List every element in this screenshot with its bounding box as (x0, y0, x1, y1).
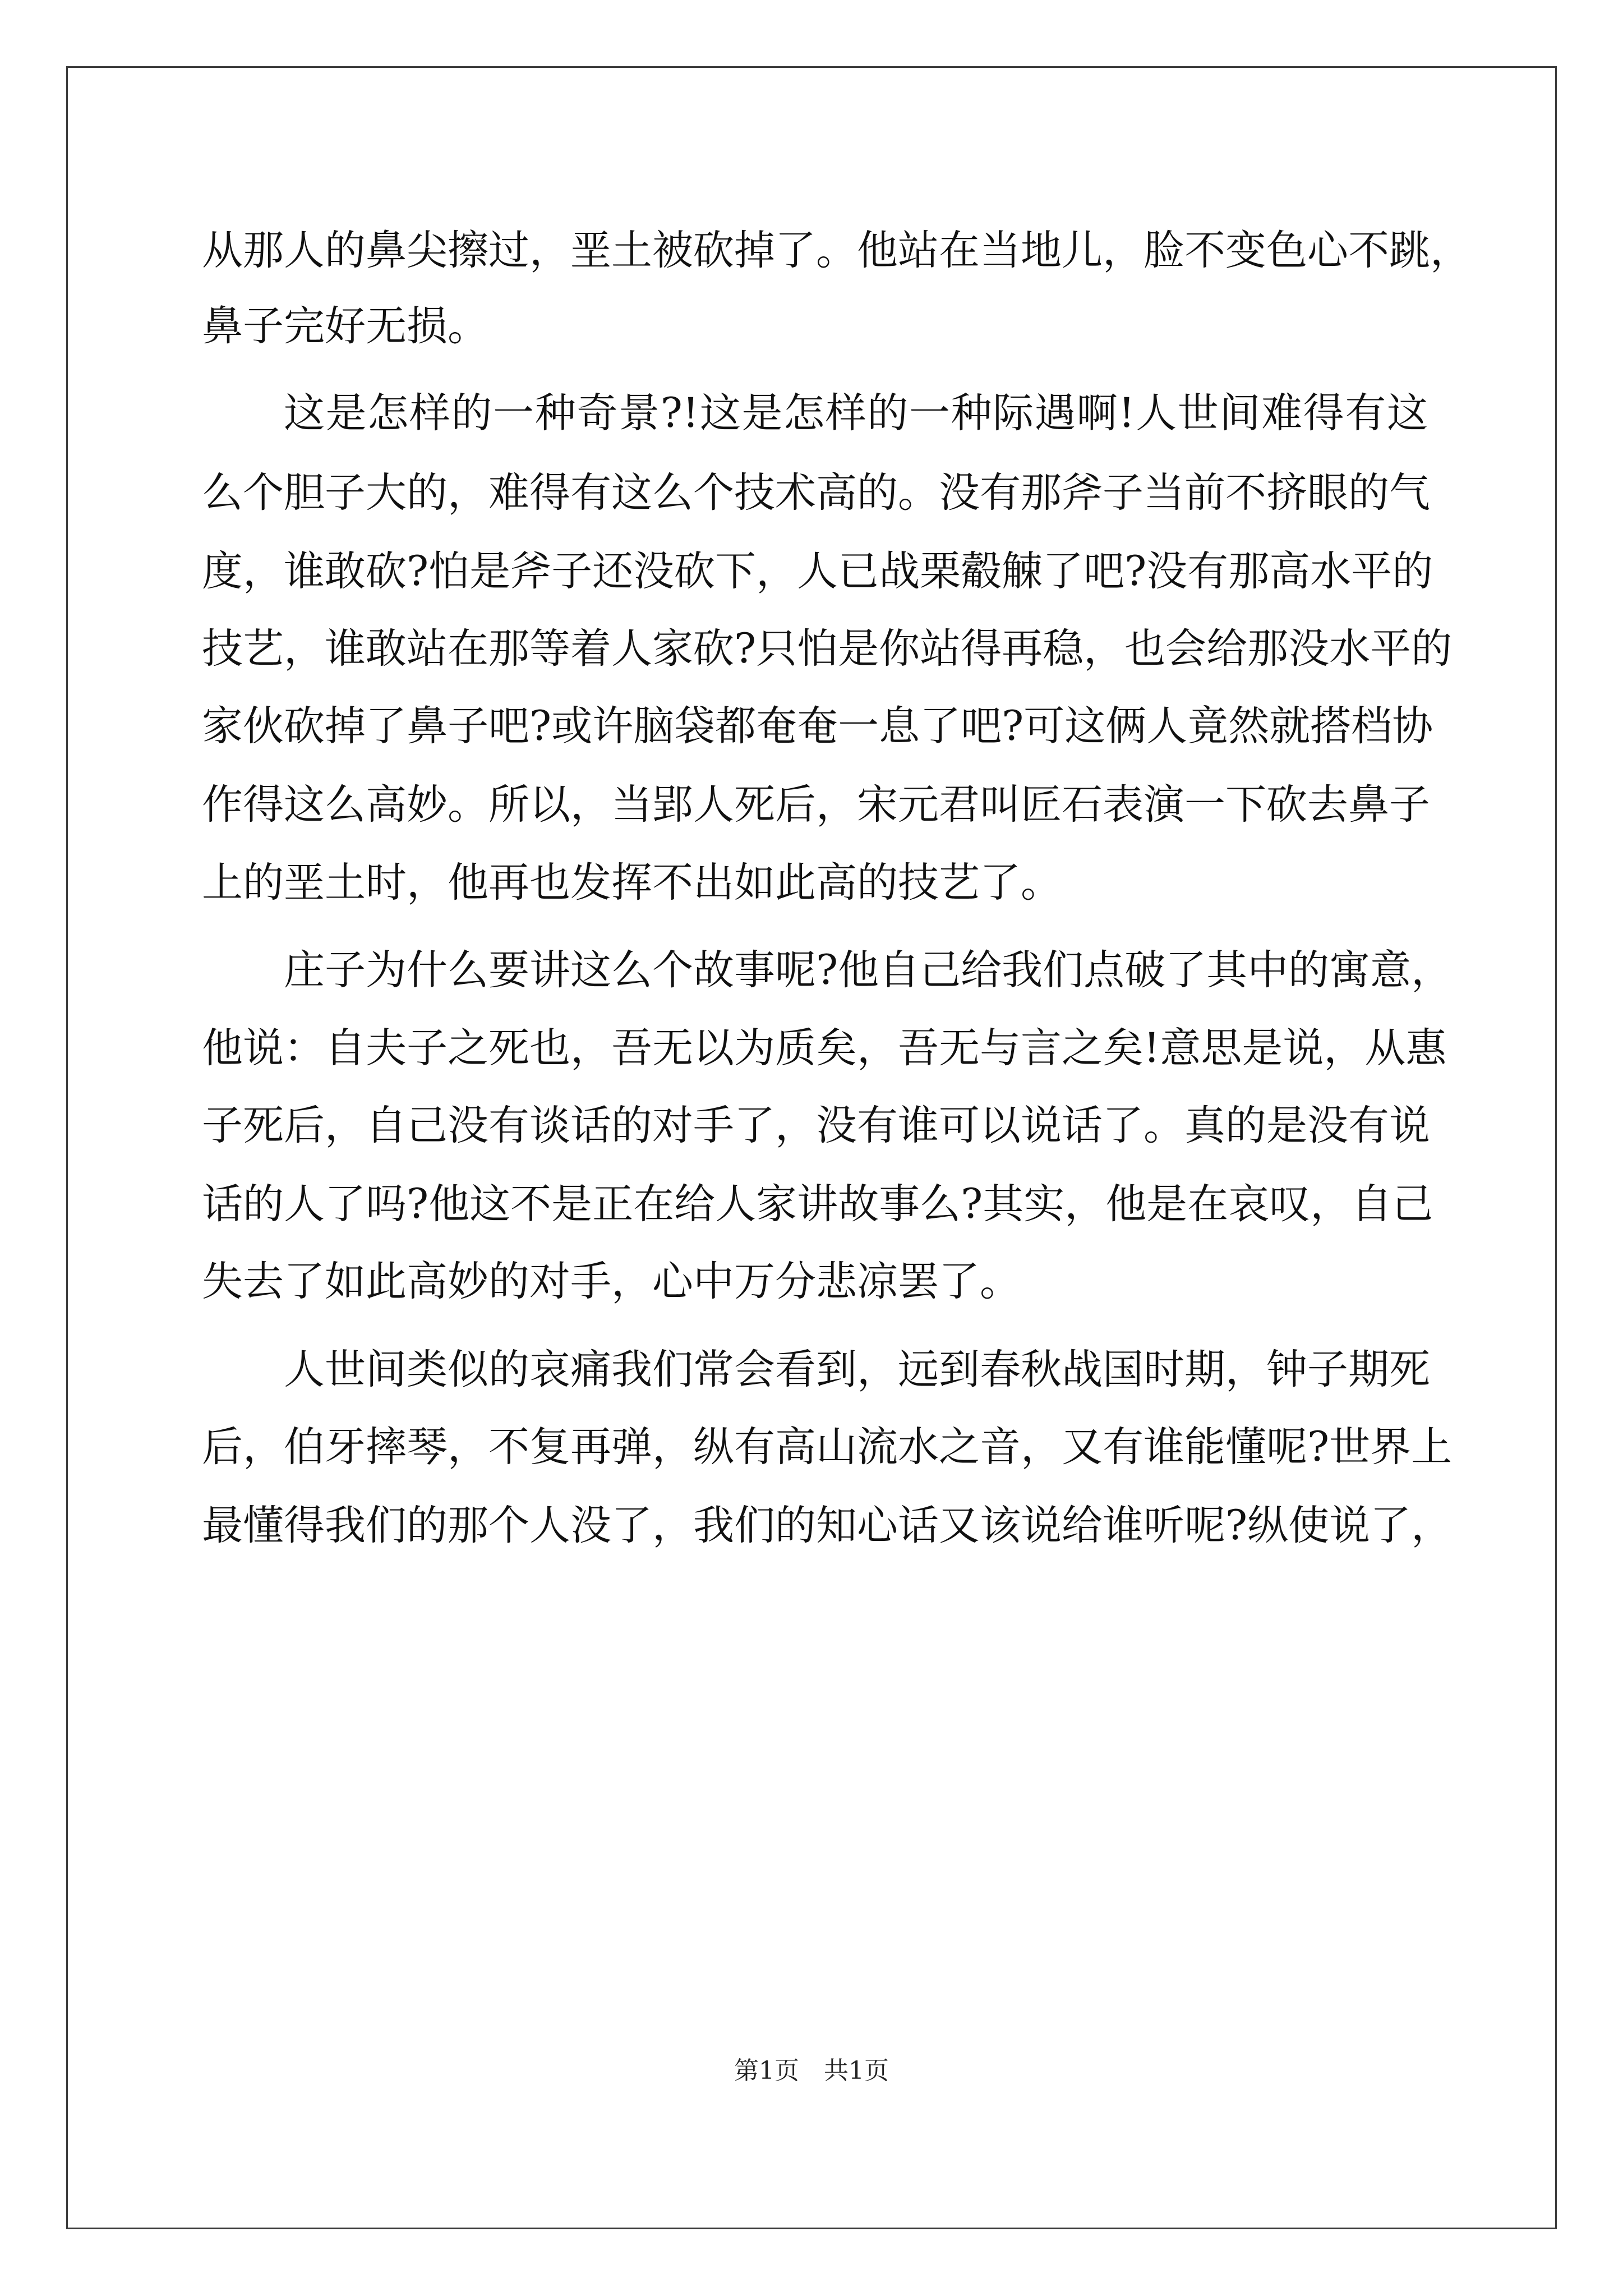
text-line: 庄子为什么要讲这么个故事呢?他自己给我们点破了其中的寓意， (284, 946, 1453, 994)
text-line: 后，伯牙摔琴，不复再弹，纵有高山流水之音，又有谁能懂呢?世界上 (202, 1423, 1453, 1471)
text-line: 家伙砍掉了鼻子吧?或许脑袋都奄奄一息了吧?可这俩人竟然就搭档协 (202, 702, 1433, 750)
text-line: 鼻子完好无损。 (202, 302, 488, 350)
text-line: 从那人的鼻尖擦过，垩土被砍掉了。他站在当地儿，脸不变色心不跳， (202, 227, 1471, 274)
text-line: 人世间类似的哀痛我们常会看到，远到春秋战国时期，钟子期死 (284, 1346, 1430, 1393)
text-line: 上的垩土时，他再也发挥不出如此高的技艺了。 (202, 859, 1062, 907)
page-number-footer: 第1页 共1页 (734, 2056, 889, 2085)
text-line: 这是怎样的一种奇景?!这是怎样的一种际遇啊!人世间难得有这 (284, 389, 1428, 437)
text-line: 作得这么高妙。所以，当郢人死后，宋元君叫匠石表演一下砍去鼻子 (202, 781, 1430, 829)
text-line: 他说：自夫子之死也，吾无以为质矣，吾无与言之矣!意思是说，从惠 (202, 1024, 1447, 1072)
text-line: 子死后，自己没有谈话的对手了，没有谁可以说话了。真的是没有说 (202, 1102, 1430, 1149)
text-line: 最懂得我们的那个人没了，我们的知心话又该说给谁听呢?纵使说了， (202, 1502, 1453, 1549)
text-line: 失去了如此高妙的对手，心中万分悲凉罢了。 (202, 1258, 1021, 1305)
text-line: 度，谁敢砍?怕是斧子还没砍下，人已战栗觳觫了吧?没有那高水平的 (202, 547, 1433, 595)
text-line: 话的人了吗?他这不是正在给人家讲故事么?其实，他是在哀叹，自己 (202, 1180, 1433, 1228)
text-line: 技艺，谁敢站在那等着人家砍?只怕是你站得再稳，也会给那没水平的 (202, 625, 1453, 673)
text-line: 么个胆子大的，难得有这么个技术高的。没有那斧子当前不挤眼的气 (202, 469, 1430, 517)
